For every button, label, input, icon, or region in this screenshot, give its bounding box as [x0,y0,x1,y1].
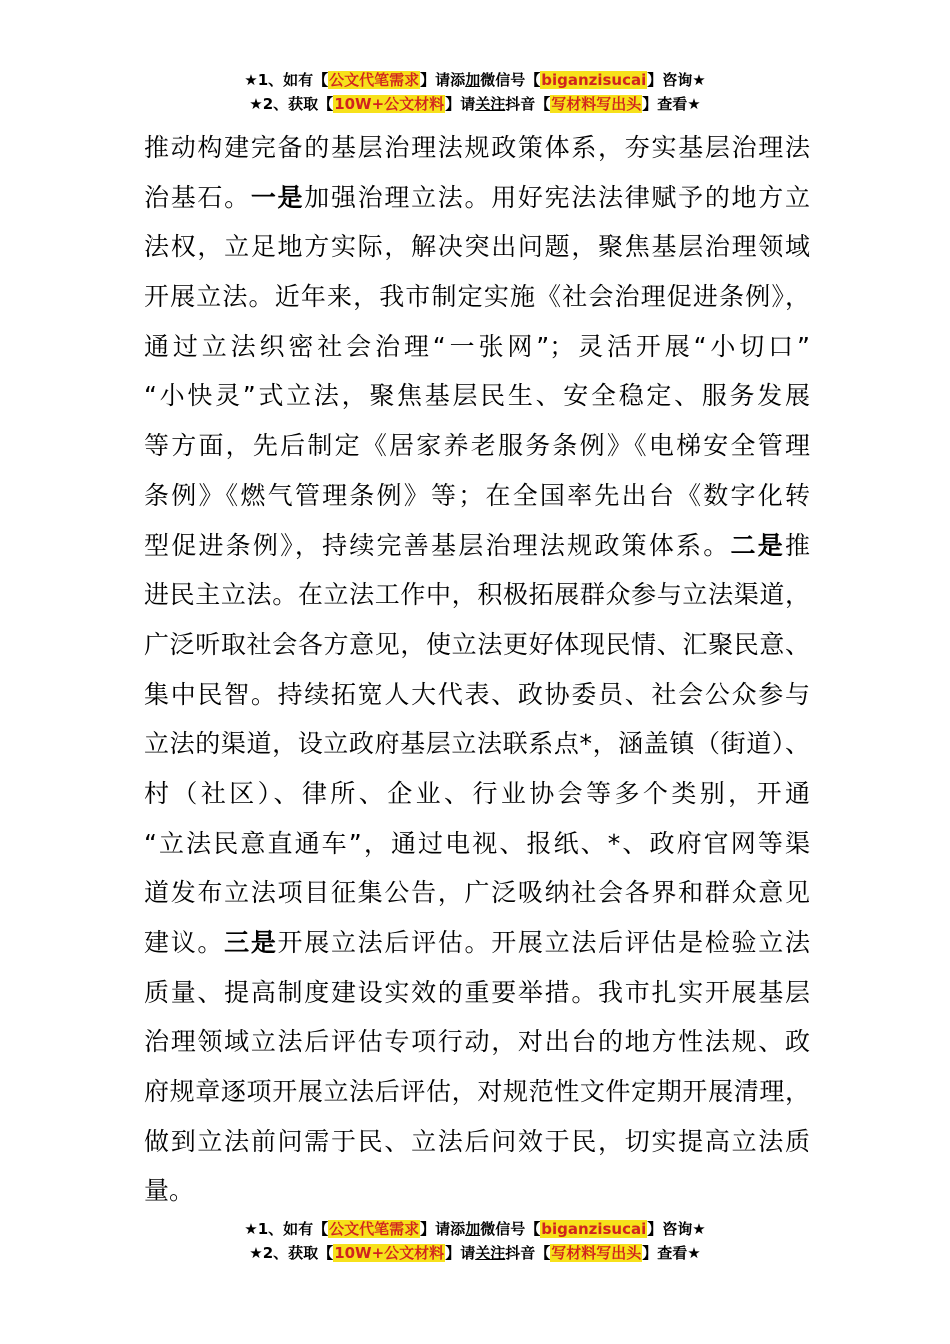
bottom-promo-banner [0,1217,950,1265]
promo-text: 微信号【 [480,1220,541,1238]
douyin-account-highlight: 写材料写出头 [551,1244,642,1262]
text-run: 型促进条例》，持续完善基层治理法规政策体系。 [144,530,731,560]
promo-highlight: 公文代笔需求 [329,1220,420,1238]
wechat-id-highlight: biganzisucai [541,71,647,89]
promo-text: 】请添 [420,71,466,89]
text-line: 条例》《燃气管理条例》等；在全国率先出台《数字化转 [144,480,810,510]
promo-highlight: 10W+公文材料 [334,95,445,113]
promo-underlined-text: 关注 [475,95,506,113]
bold-heading-marker: 一是 [250,182,305,212]
promo-text: 】咨询★ [647,1220,706,1238]
text-line: 开展立法。近年来，我市制定实施《社会治理促进条例》， [144,282,810,312]
text-line: 立法的渠道，设立政府基层立法联系点*，涵盖镇（街道）、 [144,729,810,759]
promo-text: 】请 [445,95,476,113]
bold-heading-marker: 三是 [224,928,278,957]
text-line: 量。 [144,1176,195,1206]
promo-text: 】查看★ [642,95,701,113]
text-line: 村（社区）、律所、企业、行业协会等多个类别，开通 [144,778,810,808]
bold-heading-marker: 二是 [730,530,785,560]
promo-text: ★1、如有【 [244,1220,329,1238]
promo-text: 微信号【 [480,71,541,89]
text-line: 进民主立法。在立法工作中，积极拓展群众参与立法渠道， [144,580,810,610]
document-body [144,123,810,1216]
text-line: 治理领域立法后评估专项行动，对出台的地方性法规、政 [144,1027,810,1057]
text-line: 法权，立足地方实际，解决突出问题，聚焦基层治理领域 [144,232,810,262]
promo-highlight: 公文代笔需求 [329,71,420,89]
text-line [144,173,810,223]
text-line: 通过立法织密社会治理“一张网”；灵活开展“小切口” [144,331,810,361]
text-line: 推动构建完备的基层治理法规政策体系，夯实基层治理法 [144,133,810,162]
promo-line-2 [0,92,950,116]
top-promo-banner [0,68,950,116]
text-run: 建议。 [144,928,225,957]
text-line: 等方面，先后制定《居家养老服务条例》《电梯安全管理 [144,431,810,461]
promo-text: 】请 [445,1244,476,1262]
text-line: “小快灵”式立法，聚焦基层民生、安全稳定、服务发展 [144,381,810,411]
promo-underlined-text: 加 [465,71,481,89]
promo-line-1 [0,68,950,92]
text-line [144,918,810,968]
text-line: 做到立法前问需于民、立法后问效于民，切实提高立法质 [144,1126,810,1156]
douyin-account-highlight: 写材料写出头 [551,95,642,113]
promo-text: 】咨询★ [647,71,706,89]
promo-highlight: 10W+公文材料 [334,1244,445,1262]
text-line: 广泛听取社会各方意见，使立法更好体现民情、汇聚民意、 [144,629,810,659]
promo-underlined-text: 关注 [475,1244,506,1262]
promo-text: ★2、获取【 [249,95,334,113]
wechat-id-highlight: biganzisucai [541,1220,647,1238]
promo-text: 】请添 [420,1220,466,1238]
text-line: “立法民意直通车”，通过电视、报纸、*、政府官网等渠 [144,828,810,858]
text-line: 道发布立法项目征集公告，广泛吸纳社会各界和群众意见 [144,878,810,908]
text-line: 质量、提高制度建设实效的重要举措。我市扎实开展基层 [144,977,810,1007]
promo-text: 抖音【 [505,95,551,113]
text-run: 治基石。 [144,182,251,212]
text-line: 府规章逐项开展立法后评估，对规范性文件定期开展清理， [144,1077,810,1107]
text-line [144,521,810,571]
text-run: 开展立法后评估。开展立法后评估是检验立法 [277,928,810,957]
promo-line-2 [0,1241,950,1265]
promo-text: ★1、如有【 [244,71,329,89]
text-run: 加强治理立法。用好宪法法律赋予的地方立 [304,182,810,212]
promo-line-1 [0,1217,950,1241]
text-run: 推 [784,530,810,560]
promo-text: 】查看★ [642,1244,701,1262]
text-line: 集中民智。持续拓宽人大代表、政协委员、社会公众参与 [144,679,810,709]
promo-underlined-text: 加 [465,1220,481,1238]
promo-text: 抖音【 [505,1244,551,1262]
promo-text: ★2、获取【 [249,1244,334,1262]
